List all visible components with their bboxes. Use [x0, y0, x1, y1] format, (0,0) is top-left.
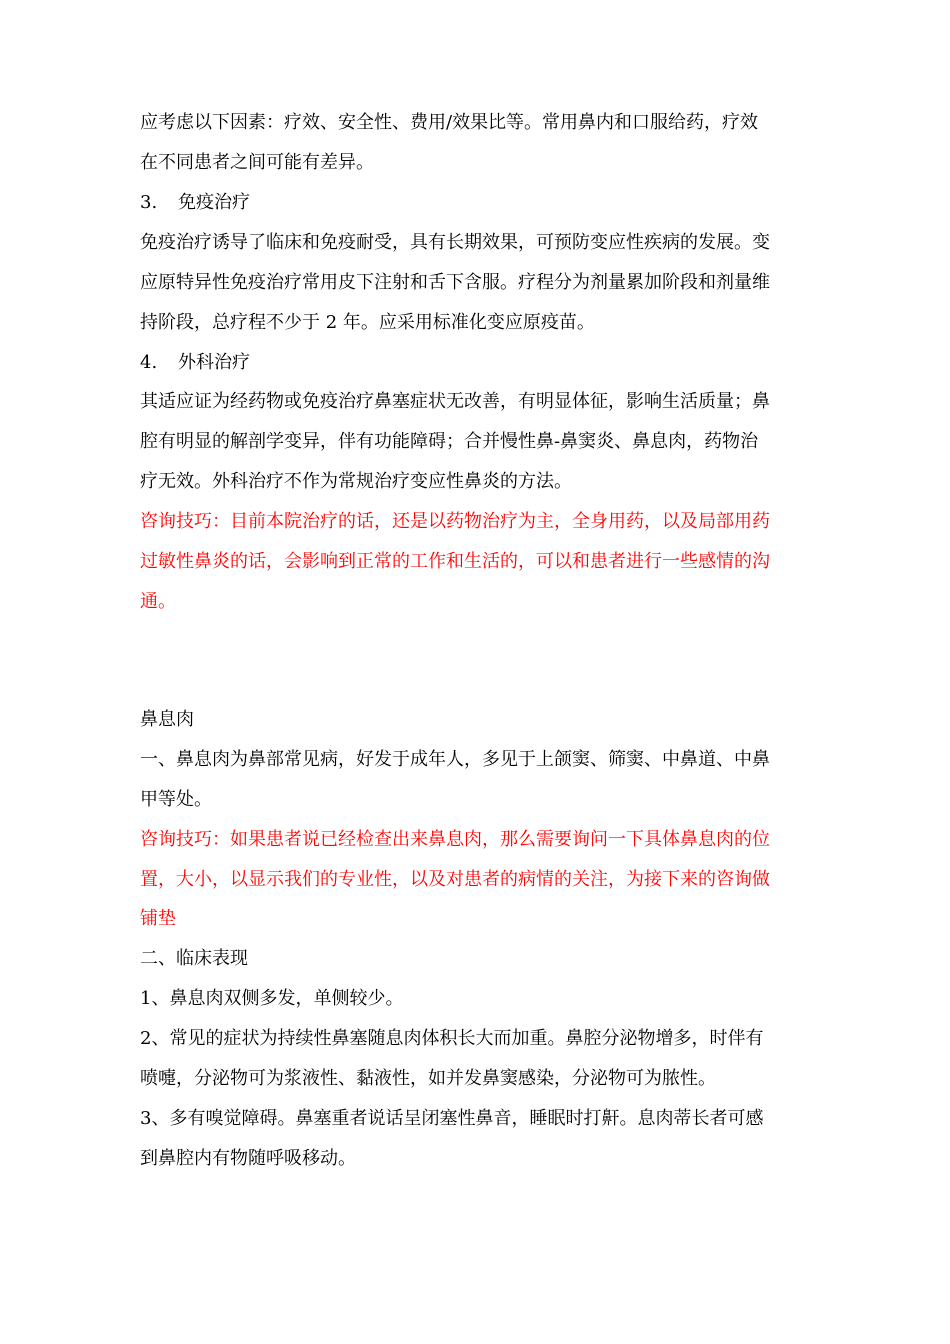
paragraph-line: 腔有明显的解剖学变异，伴有功能障碍；合并慢性鼻-鼻窦炎、鼻息肉，药物治 [140, 431, 759, 452]
paragraph-line: 免疫治疗诱导了临床和免疫耐受，具有长期效果，可预防变应性疾病的发展。变 [140, 232, 770, 253]
consult-tip-line: 过敏性鼻炎的话，会影响到正常的工作和生活的，可以和患者进行一些感情的沟 [140, 551, 770, 572]
consult-tip-line: 咨询技巧：如果患者说已经检查出来鼻息肉，那么需要询问一下具体鼻息肉的位 [140, 829, 770, 850]
paragraph-line: 应原特异性免疫治疗常用皮下注射和舌下含服。疗程分为剂量累加阶段和剂量维 [140, 272, 770, 293]
section-title-nasal-polyps: 鼻息肉 [140, 709, 194, 730]
paragraph-line: 在不同患者之间可能有差异。 [140, 152, 374, 173]
section-heading-surgery [140, 349, 820, 377]
consult-tip-line: 咨询技巧：目前本院治疗的话，还是以药物治疗为主，全身用药，以及局部用药 [140, 511, 770, 532]
paragraph-line: 持阶段，总疗程不少于 2 年。应采用标准化变应原疫苗。 [140, 312, 595, 333]
paragraph-line: 应考虑以下因素：疗效、安全性、费用/效果比等。常用鼻内和口服给药，疗效 [140, 112, 759, 133]
paragraph-line: 甲等处。 [140, 789, 212, 810]
consult-tip-line: 置，大小，以显示我们的专业性，以及对患者的病情的关注，为接下来的咨询做 [140, 869, 770, 890]
list-item: 1、鼻息肉双侧多发，单侧较少。 [140, 988, 404, 1009]
paragraph-line: 疗无效。外科治疗不作为常规治疗变应性鼻炎的方法。 [140, 471, 572, 492]
paragraph-line: 其适应证为经药物或免疫治疗鼻塞症状无改善，有明显体征，影响生活质量；鼻 [140, 391, 770, 412]
consult-tip-line: 铺垫 [140, 908, 176, 929]
heading-number: 4. [140, 352, 158, 373]
list-item-continuation: 喷嚏，分泌物可为浆液性、黏液性，如并发鼻窦感染，分泌物可为脓性。 [140, 1068, 716, 1089]
heading-title: 免疫治疗 [178, 192, 250, 213]
paragraph-line: 一、鼻息肉为鼻部常见病，好发于成年人，多见于上颌窦、筛窦、中鼻道、中鼻 [140, 749, 770, 770]
list-item: 2、常见的症状为持续性鼻塞随息肉体积长大而加重。鼻腔分泌物增多，时伴有 [140, 1028, 764, 1049]
heading-title: 外科治疗 [178, 352, 250, 373]
list-item: 3、多有嗅觉障碍。鼻塞重者说话呈闭塞性鼻音，睡眠时打鼾。息肉蒂长者可感 [140, 1108, 764, 1129]
section-heading-immunotherapy [140, 189, 820, 217]
list-item-continuation: 到鼻腔内有物随呼吸移动。 [140, 1148, 356, 1169]
subsection-heading: 二、临床表现 [140, 948, 248, 969]
heading-number: 3. [140, 192, 158, 213]
consult-tip-line: 通。 [140, 591, 176, 612]
